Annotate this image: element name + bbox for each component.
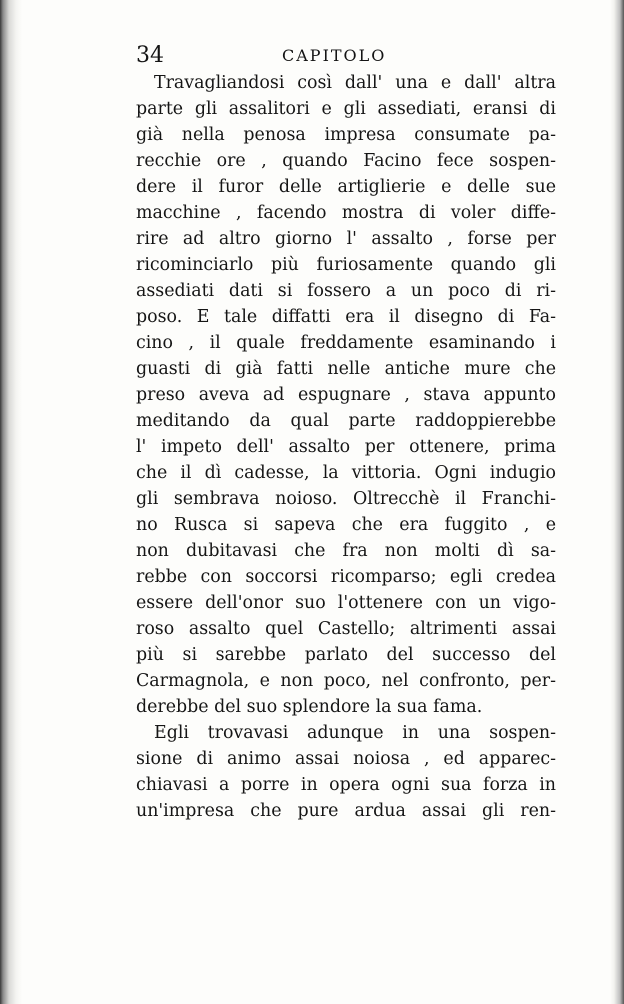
text-line: recchie ore , quando Facino fece sospen-: [136, 151, 556, 171]
text-line: un'impresa che pure ardua assai gli ren-: [136, 801, 556, 821]
page-header: [136, 40, 556, 72]
text-line: Carmagnola, e non poco, nel confronto, per-: [136, 671, 556, 691]
text-line: dere il furor delle artiglierie e delle sue: [136, 177, 556, 197]
text-line: gli sembrava noioso. Oltrecchè il Franchi-: [136, 489, 556, 509]
text-line: l' impeto dell' assalto per ottenere, prima: [136, 437, 556, 457]
page-edge-shadow: [610, 0, 624, 1004]
text-line: meditando da qual parte raddoppierebbe: [136, 411, 556, 431]
text-line: essere dell'onor suo l'ottenere con un vigo-: [136, 593, 556, 613]
page-number: 34: [136, 43, 164, 68]
text-line: rebbe con soccorsi ricomparso; egli credea: [136, 567, 556, 587]
text-line: chiavasi a porre in opera ogni sua forza in: [136, 775, 556, 795]
text-line: più si sarebbe parlato del successo del: [136, 645, 556, 665]
text-line: poso. E tale diffatti era il disegno di Fa-: [136, 307, 556, 327]
text-line: cino , il quale freddamente esaminando i: [136, 333, 556, 353]
text-line: roso assalto quel Castello; altrimenti assai: [136, 619, 556, 639]
text-line: guasti di già fatti nelle antiche mure che: [136, 359, 556, 379]
text-line: ricominciarlo più furiosamente quando gli: [136, 255, 556, 275]
text-line: macchine , facendo mostra di voler diffe-: [136, 203, 556, 223]
text-line: sione di animo assai noiosa , ed apparec-: [136, 749, 556, 769]
text-line: rire ad altro giorno l' assalto , forse per: [136, 229, 556, 249]
text-line: Egli trovavasi adunque in una sospen-: [154, 723, 556, 743]
text-line: parte gli assalitori e gli assediati, eransi di: [136, 99, 556, 119]
text-line: Travagliandosi così dall' una e dall' altra: [154, 73, 556, 93]
text-line: non dubitavasi che fra non molti dì sa-: [136, 541, 556, 561]
text-line: assediati dati si fossero a un poco di ri-: [136, 281, 556, 301]
text-line: già nella penosa impresa consumate pa-: [136, 125, 556, 145]
text-line: preso aveva ad espugnare , stava appunto: [136, 385, 556, 405]
body-text: [136, 70, 556, 824]
text-line: derebbe del suo splendore la sua fama.: [136, 697, 483, 717]
page-gutter-shadow: [0, 0, 22, 1004]
running-head: CAPITOLO: [282, 46, 387, 65]
text-line: che il dì cadesse, la vittoria. Ogni indugio: [136, 463, 556, 483]
text-line: no Rusca si sapeva che era fuggito , e: [136, 515, 556, 535]
